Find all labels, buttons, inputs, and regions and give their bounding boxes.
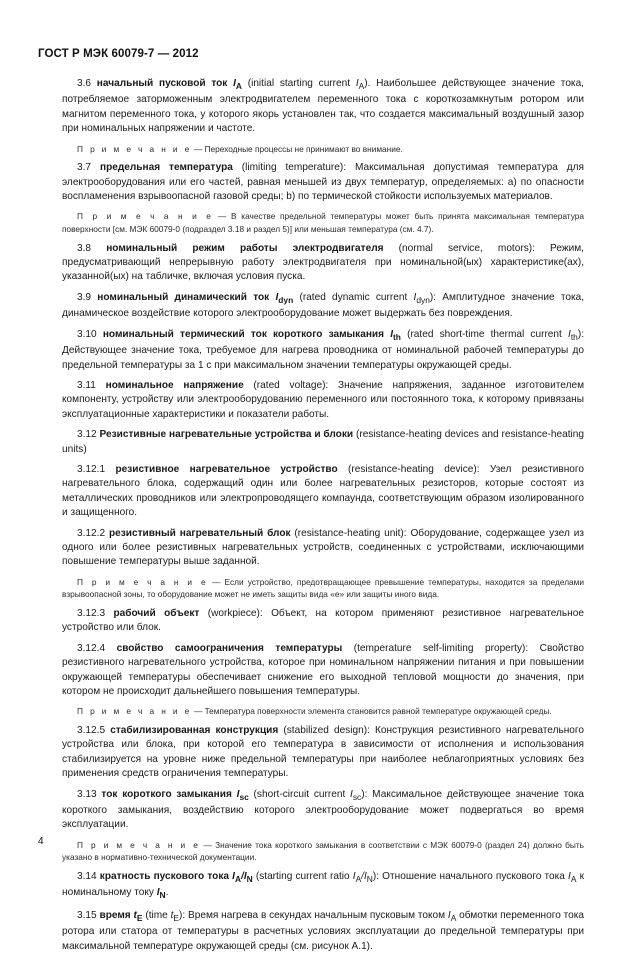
clause-3-11 — [62, 379, 584, 422]
clause-3-12-1 — [62, 463, 584, 521]
note-label: П р и м е ч а н и е — [77, 211, 214, 222]
term: номинальное напряжение — [105, 379, 244, 391]
inline-subscript: A — [570, 874, 577, 885]
clause-number: 3.12.5 — [77, 725, 106, 737]
definition-text: (normal service, motors): Режим, предусматривающий непрерывную работу электродвигателя при номинальной(ых) характеристике(ах), указанной(ых) на табличке, включая условия пуска. — [62, 242, 584, 283]
symbol-subscript: A — [235, 81, 242, 92]
clause-3-13 — [62, 788, 584, 833]
term: номинальный режим работы электродвигателя — [106, 242, 384, 254]
symbol: I — [390, 328, 393, 340]
english-symbol: I — [413, 291, 417, 303]
document-header: ГОСТ Р МЭК 60079-7 — 2012 — [38, 48, 199, 60]
term: свойство самоограничения температуры — [116, 642, 343, 654]
symbol: I — [275, 291, 279, 303]
clause-3-12 — [62, 428, 584, 457]
definition-text: обмотки переменного тока ротора или статора от температуры в расчетных условиях эксплуатации до предельной температуры при максимальной температуре окружающей среды (см. рисунок А.1). — [62, 909, 584, 952]
clause-number: 3.14 — [77, 871, 97, 883]
symbol-subscript: A — [234, 874, 242, 885]
note-3-12-4 — [62, 705, 584, 718]
inline-subscript: N — [159, 890, 166, 901]
note-label: П р и м е ч а н и е — [77, 576, 208, 587]
clause-number: 3.7 — [77, 162, 92, 174]
term: начальный пусковой ток — [96, 78, 228, 89]
note-3-6 — [62, 143, 584, 156]
symbol: I — [233, 78, 236, 89]
definition-text: ): Время нагрева в секундах начальным пусковым током — [179, 909, 448, 921]
symbol-slash: / — [241, 871, 244, 883]
note-text: — Переходные процессы не принимают во внимание. — [191, 143, 403, 154]
symbol: I — [243, 871, 247, 883]
clause-number: 3.6 — [77, 78, 92, 89]
clause-3-15 — [62, 909, 584, 954]
english-subscript: dyn — [416, 294, 430, 305]
clause-number: 3.12.3 — [77, 607, 106, 619]
definition-text: ). Наибольшее действующее значение тока, потребляемое заторможенным электродвигателем переменного тока с короткозамкнутым ротором или магнитом переменного тока, у которого якорь установлен так, что создается максимальный воздушный зазор при номинальных напряжении и частоте. — [62, 78, 584, 135]
english-term-open: (starting current ratio — [252, 871, 353, 883]
english-subscript: th — [570, 331, 578, 342]
term: резистивный нагревательный блок — [108, 527, 291, 539]
clause-3-9 — [62, 291, 584, 322]
page-number: 4 — [38, 836, 44, 847]
definition-text: (limiting temperature): Максимальная допустимая температура для электрооборудования или его частей, равная меньшей из двух температур, определяемых: a) по опасности воспламенения взрывоопасной газовой среды; b) по термической стойкости используемых материалов. — [62, 162, 584, 203]
definition-text: (resistance-heating device): Узел резистивного нагревательного блока, содержащий один или более нагревательных резисторов, которые состоят из металлических проводников или электропроводящего компаунда, соответствующим образом изолированного и защищенного. — [62, 463, 584, 519]
clause-number: 3.13 — [77, 788, 97, 800]
inline-symbol: I — [156, 887, 160, 899]
clause-3-12-5 — [62, 724, 584, 782]
english-subscript: A — [358, 81, 365, 92]
definition-text: (stabilized design): Конструкция резистивного нагревательного устройства или блока, при которой его температура в зависимости от исполнения и использования стабилизируется на уровне ниже предельной температуры при наиболее неблагоприятных условиях без применения средств ограничения температуры. — [62, 725, 584, 780]
term: резистивное нагревательное устройство — [115, 463, 338, 475]
term: предельная температура — [99, 162, 233, 174]
clause-3-10 — [62, 328, 584, 373]
definition-text: ): Максимальное действующее значение тока короткого замыкания, воздействию которого электрооборудование может подвергаться во время эксплуатации. — [62, 788, 584, 831]
note-3-13 — [62, 839, 584, 864]
definition-text: к номинальному току — [62, 871, 584, 899]
clause-number: 3.9 — [77, 291, 92, 303]
english-term-open: (short-circuit current — [248, 788, 351, 800]
symbol-subscript: N — [246, 874, 253, 885]
clause-3-14 — [62, 870, 584, 903]
clause-number: 3.12.1 — [77, 463, 106, 475]
clause-number: 3.10 — [77, 328, 97, 340]
note-label: П р и м е ч а н и е — [77, 706, 192, 717]
clause-number: 3.12 — [77, 429, 97, 441]
definition-text: (rated voltage): Значение напряжения, заданное изготовителем компоненту, устройству или электрооборудованию переменного или постоянного тока, к которому привязаны эксплуатационные характеристики и показатели работы. — [62, 379, 585, 420]
note-3-7 — [62, 210, 584, 235]
term: время — [99, 909, 131, 921]
note-text: — Значение тока короткого замыкания в соответствии с МЭК 60079-0 (раздел 24) должно быть указано в нормативно-технической документации. — [62, 839, 584, 863]
clause-number: 3.12.4 — [77, 642, 106, 654]
term: ток короткого замыкания — [101, 788, 232, 800]
definition-text: ): Отношение начального пускового тока — [372, 871, 569, 883]
english-term-open: (initial starting current — [241, 78, 356, 89]
clause-3-8 — [62, 242, 584, 285]
symbol: t — [133, 909, 137, 921]
term: номинальный термический ток короткого замыкания — [102, 328, 385, 340]
term: стабилизированная конструкция — [110, 725, 279, 737]
definition-text: (temperature self-limiting property): Свойство резистивного нагревательного устройства, которое при номинальном напряжении питания и при повышении окружающей температуры обеспечивает снижение его выходной тепловой мощности до значения, при котором не происходит дальнейшего повышения температуры. — [62, 642, 584, 698]
term: кратность пускового тока — [99, 871, 229, 883]
note-3-12-2 — [62, 576, 584, 601]
note-label: П р и м е ч а н и е — [77, 839, 201, 850]
inline-symbol: I — [447, 909, 451, 921]
clause-3-6 — [62, 77, 584, 137]
symbol-subscript: th — [393, 331, 401, 342]
symbol: I — [232, 871, 235, 883]
note-label: П р и м е ч а н и е — [77, 143, 192, 154]
definition-text: (workpiece): Объект, на котором применяют резистивное нагревательное устройство или блок. — [62, 607, 584, 634]
symbol-subscript: dyn — [278, 294, 294, 305]
english-symbol: I — [355, 78, 359, 89]
english-symbol: t — [170, 909, 174, 921]
english-term-open: (time — [142, 909, 171, 921]
english-symbol-slash: / — [361, 871, 364, 883]
definition-text: . — [165, 887, 169, 899]
note-text: — Температура поверхности элемента становится равной температуре окружающей среды. — [191, 706, 552, 717]
definition-text: ): Действующее значение тока, требуемое для нагрева проводника от номинальной рабочей температуры до предельной температуры за 1 с при максимальном значении температуры окружающей среды. — [62, 328, 584, 371]
clause-number: 3.12.2 — [77, 527, 106, 539]
english-term-open: (rated dynamic current — [293, 291, 414, 303]
definition-text: (resistance-heating devices and resistance-heating units) — [62, 429, 584, 455]
symbol-subscript: sc — [239, 791, 249, 802]
english-symbol: I — [363, 871, 367, 883]
clause-number: 3.11 — [77, 379, 96, 391]
definition-text: (resistance-heating unit): Оборудование, содержащее узел из одного или более резистивных нагревательных устройств, соединенных с устройствами, исключающими повышение температуры выше заданной. — [62, 527, 584, 568]
inline-symbol: I — [568, 871, 571, 883]
english-subscript: A — [355, 874, 362, 885]
definition-text: ): Амплитудное значение тока, динамическое воздействие которого электрооборудование может выдержать без повреждения. — [62, 291, 585, 320]
english-term-open: (rated short-time thermal current — [400, 328, 568, 340]
clause-3-12-4 — [62, 642, 584, 700]
english-symbol: I — [350, 788, 353, 800]
english-subscript: E — [173, 912, 180, 923]
clause-number: 3.15 — [77, 909, 97, 921]
clause-3-12-3 — [62, 607, 584, 636]
note-text: — Если устройство, предотвращающее превышение температуры, находится за пределами взрывоопасной зоны, то оборудование может не иметь защиты вида «е» или защиты иного вида. — [62, 576, 584, 600]
term: рабочий объект — [113, 607, 200, 619]
symbol: I — [236, 788, 240, 800]
term: Резистивные нагревательные устройства и блоки — [99, 429, 354, 441]
english-subscript: N — [366, 874, 373, 885]
clause-number: 3.8 — [77, 242, 92, 254]
inline-subscript: A — [450, 912, 457, 923]
english-symbol: I — [568, 328, 571, 340]
clause-3-12-2 — [62, 527, 584, 570]
clause-3-7 — [62, 161, 584, 204]
document-body — [62, 77, 584, 960]
english-symbol: I — [352, 871, 356, 883]
term: номинальный динамический ток — [97, 291, 270, 303]
symbol-subscript: E — [136, 912, 143, 923]
note-text: — В качестве предельной температуры может быть принята максимальная температура поверхности [см. МЭК 60079-0 (подраздел 3.18 и раздел 5)] или меньшая температура (см. 4.7). — [62, 211, 584, 235]
english-subscript: sc — [352, 791, 362, 802]
